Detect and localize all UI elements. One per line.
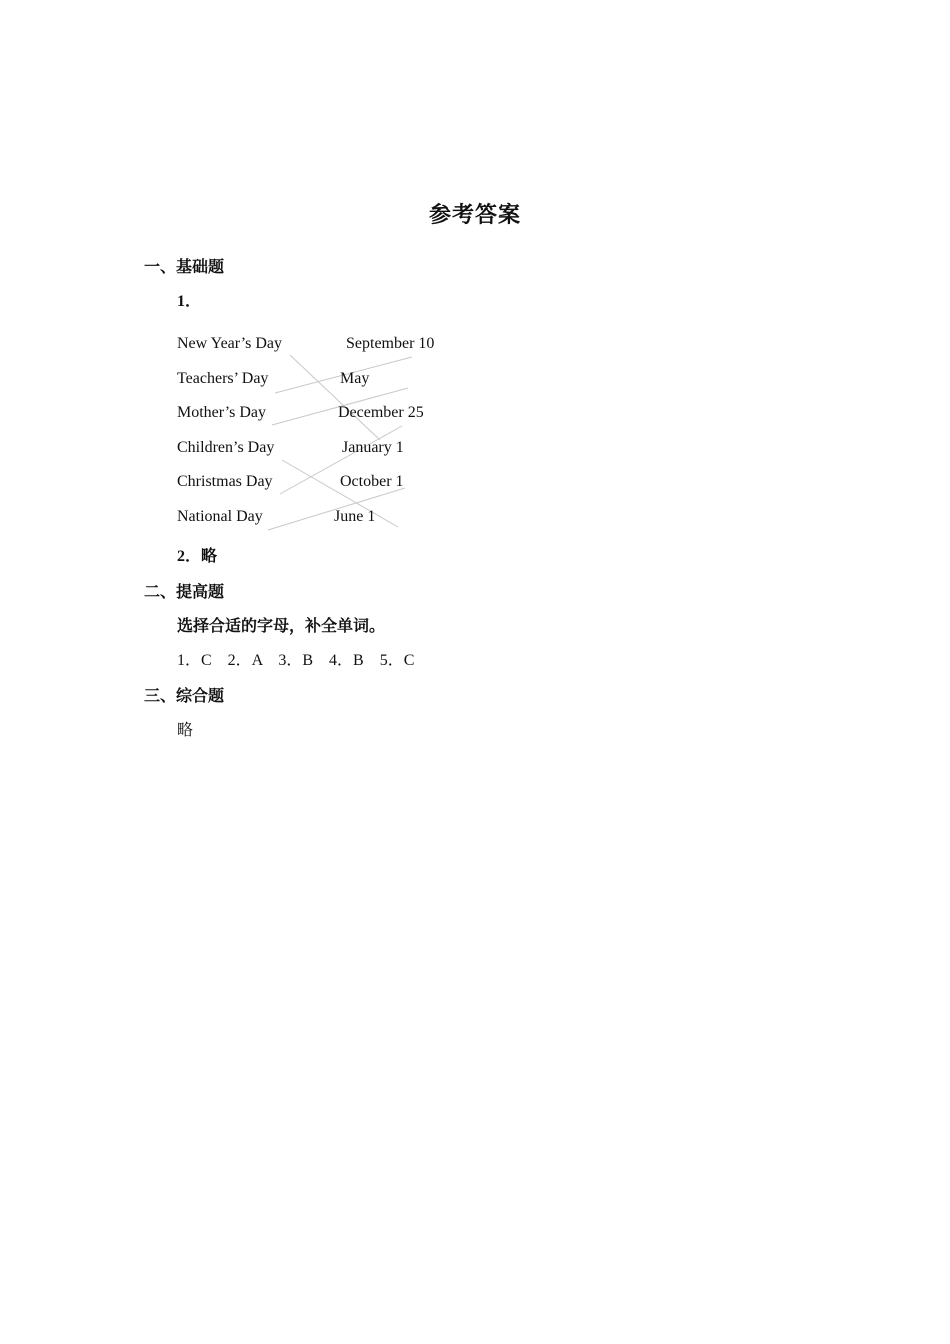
comprehensive-answer: 略 <box>177 722 194 739</box>
holiday-left-2: Teachers’ Day <box>177 370 269 387</box>
question-1-label: 1． <box>177 293 202 310</box>
date-right-6: June 1 <box>334 508 376 525</box>
page-title: 参考答案 <box>428 202 521 227</box>
date-right-4: January 1 <box>342 439 404 456</box>
advanced-instruction: 选择合适的字母，补全单词。 <box>177 618 386 635</box>
date-right-3: December 25 <box>338 404 424 421</box>
date-right-1: September 10 <box>346 335 435 352</box>
date-right-5: October 1 <box>340 473 404 490</box>
holiday-left-6: National Day <box>177 508 263 525</box>
question-2-answer: 2．略 <box>177 548 218 565</box>
advanced-answers: 1．C 2．A 3．B 4．B 5．C <box>177 652 415 669</box>
holiday-left-5: Christmas Day <box>177 473 273 490</box>
section-heading-basic: 一、基础题 <box>144 259 225 276</box>
holiday-left-3: Mother’s Day <box>177 404 267 421</box>
section-heading-comprehensive: 三、综合题 <box>144 688 225 705</box>
holiday-left-4: Children’s Day <box>177 439 275 456</box>
section-heading-advanced: 二、提高题 <box>144 584 225 601</box>
date-right-2: May <box>340 370 370 387</box>
holiday-left-1: New Year’s Day <box>177 335 283 352</box>
match-line <box>290 355 380 440</box>
